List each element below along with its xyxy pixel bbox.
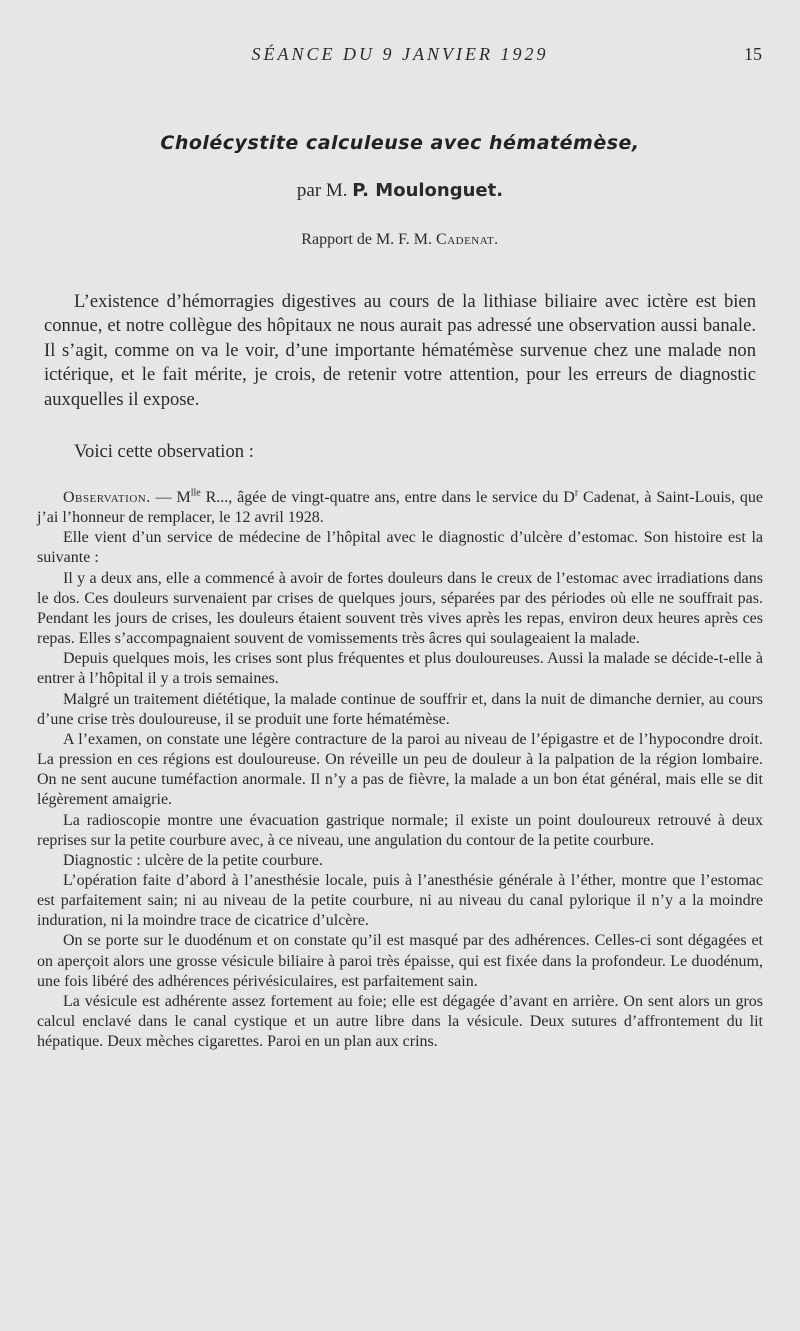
- byline-prefix: par M.: [296, 180, 353, 201]
- byline: [0, 180, 800, 202]
- intro-paragraph-2: Voici cette observation :: [74, 441, 254, 462]
- observation-paragraph: La radioscopie montre une évacuation gastrique normale; il existe un point douloureux retrouvé à deux reprises sur la petite courbure avec, à ce niveau, une angulation du contour de la petite courbure.: [37, 811, 763, 849]
- observation-block: [37, 488, 763, 1052]
- observation-paragraph: Diagnostic : ulcère de la petite courbure.: [63, 851, 323, 869]
- observation-text: R..., âgée de vingt-quatre ans, entre dans le service du D: [200, 489, 575, 506]
- observation-dash: — M: [150, 489, 191, 506]
- running-head: [0, 44, 800, 68]
- observation-paragraph: Elle vient d’un service de médecine de l’hôpital avec le diagnostic d’ulcère d’estomac. Son histoire est la suivante :: [37, 529, 763, 567]
- observation-label: Observation.: [63, 489, 151, 506]
- observation-paragraph: Depuis quelques mois, les crises sont plus fréquentes et plus douloureuses. Aussi la malade se décide-t-elle à entrer à l’hôpital il y a trois semaines.: [37, 650, 763, 688]
- observation-paragraph: L’opération faite d’abord à l’anesthésie locale, puis à l’anesthésie générale à l’éther, montre que l’estomac est parfaitement sain; ni au niveau de la petite courbure, ni au niveau du canal pylorique il n’y a la moindre induration, ni la moindre trace de cicatrice d’ulcère.: [37, 871, 763, 930]
- report-prefix: Rapport de M. F. M.: [301, 231, 437, 248]
- observation-sup-2: r: [574, 487, 579, 499]
- observation-paragraph: [37, 488, 763, 528]
- observation-text-2: Cadenat, à Saint-Louis, que j’ai l’honneur de remplacer, le 12 avril 1928.: [37, 489, 764, 527]
- observation-paragraph: Malgré un traitement diététique, la malade continue de souffrir et, dans la nuit de dimanche dernier, au cours d’une crise très douloureuse, il se produit une forte hématémèse.: [37, 690, 763, 728]
- running-title: SÉANCE DU 9 JANVIER 1929: [251, 44, 549, 64]
- author-name: P. Moulonguet.: [352, 180, 504, 201]
- report-line: [0, 231, 800, 249]
- page-number: 15: [744, 44, 762, 64]
- reporter-name: Cadenat.: [436, 231, 499, 248]
- observation-paragraph: La vésicule est adhérente assez fortement au foie; elle est dégagée d’avant en arrière. On sent alors un gros calcul enclavé dans le canal cystique et un autre libre dans la vésicule. Deux sutures d’affrontement du lit hépatique. Deux mèches cigarettes. Paroi en un plan aux crins.: [37, 992, 763, 1051]
- article-title: Cholécystite calculeuse avec hématémèse,: [160, 132, 640, 154]
- observation-paragraph: A l’examen, on constate une légère contracture de la paroi au niveau de l’épigastre et de l’hypocondre droit. La pression en ces régions est douloureuse. On réveille un peu de douleur à la palpation de la région lombaire. On ne sent aucune tuméfaction anormale. Il n’y a pas de fièvre, la malade a un bon état général, mais elle se dit légèrement amaigrie.: [37, 730, 763, 809]
- observation-paragraph: On se porte sur le duodénum et on constate qu’il est masqué par des adhérences. Celles-ci sont dégagées et on aperçoit alors une grosse vésicule biliaire à paroi très épaisse, qui est fixée dans la profondeur. Le duodénum, une fois libéré des adhérences périvésiculaires, est parfaitement sain.: [37, 932, 763, 990]
- intro-paragraph: L’existence d’hémorragies digestives au cours de la lithiase biliaire avec ictère est bien connue, et notre collègue des hôpitaux ne nous aurait pas adressé une observation aussi banale. Il s’agit, comme on va le voir, d’une importante hématémèse survenue chez une malade non ictérique, et le fait mérite, je crois, de retenir votre attention, pour les erreurs de diagnostic auxquelles il expose.: [44, 291, 756, 410]
- observation-sup: lle: [190, 487, 201, 499]
- observation-paragraph: Il y a deux ans, elle a commencé à avoir de fortes douleurs dans le creux de l’estomac avec irradiations dans le dos. Ces douleurs survenaient par crises de quelques jours, séparées par des périodes où elle ne souffrait pas. Pendant les jours de crises, les douleurs étaient souvent très vives après les repas, environ deux heures après ces repas. Elles s’accompagnaient souvent de vomissements très âcres qui soulageaient la malade.: [37, 569, 763, 648]
